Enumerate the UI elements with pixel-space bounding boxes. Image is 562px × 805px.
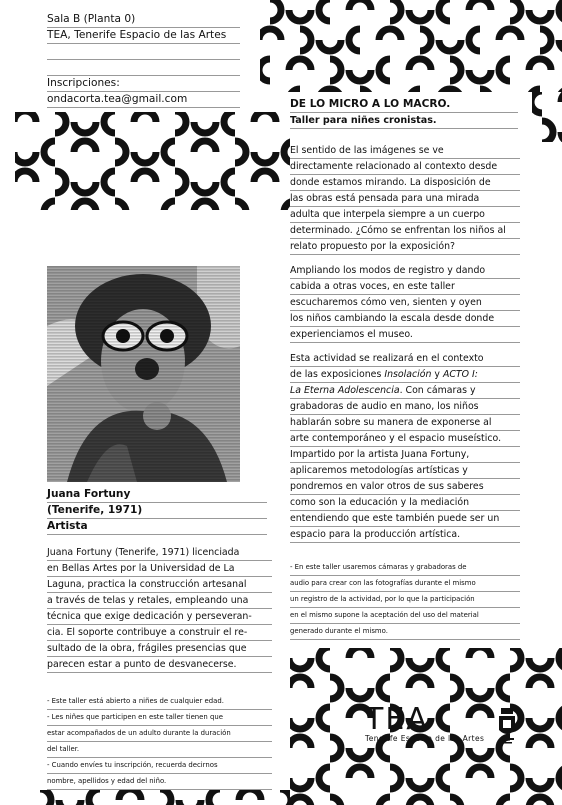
pattern-top-left: [15, 112, 290, 210]
pattern-arc: [104, 171, 115, 193]
logo-subtitle: Tenerife Espacio de las Artes: [365, 734, 485, 743]
pattern-arc: [254, 171, 276, 182]
p2-line: Ampliando los modos de registro y dando: [290, 263, 520, 279]
note-line: en el mismo supone la aceptación del uso del material: [290, 608, 520, 624]
pattern-arc: [330, 677, 341, 699]
pattern-arc: [15, 112, 36, 122]
pattern-arc: [319, 40, 341, 51]
notes-left-line: nombre, apellidos y edad del niño.: [47, 774, 272, 790]
pattern-arc: [289, 59, 311, 70]
pattern-arc: [134, 171, 156, 182]
pattern-arc: [319, 0, 330, 21]
notes-left-line: del taller.: [47, 742, 272, 758]
pattern-arc: [420, 29, 431, 51]
pattern-arc: [330, 59, 341, 81]
workshop-note: [290, 560, 520, 640]
pattern-arc: [349, 0, 371, 10]
artist-origin: (Tenerife, 1971): [47, 503, 267, 519]
pattern-arc: [290, 737, 311, 748]
bio-line: sultado de la obra, frágiles presencias que: [47, 641, 272, 657]
pattern-arc: [280, 790, 290, 805]
p3-line: entendiendo que este también puede ser un: [290, 511, 520, 527]
pattern-arc: [44, 141, 55, 163]
registration-email[interactable]: ondacorta.tea@gmail.com: [47, 92, 240, 108]
p2-line: escucharemos cómo ven, sienten y oyen: [290, 295, 520, 311]
artist-photo: [47, 266, 240, 482]
venue-museum: TEA, Tenerife Espacio de las Artes: [47, 28, 240, 44]
pattern-arc: [529, 677, 551, 688]
pattern-arc: [89, 790, 100, 805]
venue-room: Sala B (Planta 0): [47, 12, 240, 28]
pattern-arc: [480, 89, 491, 92]
artist-bio: [47, 545, 272, 673]
pattern-arc: [239, 790, 261, 800]
pattern-arc: [319, 767, 330, 789]
pattern-arc: [409, 797, 431, 805]
pattern-arc: [330, 737, 341, 759]
artist-role: Artista: [47, 519, 267, 535]
pattern-arc: [469, 70, 491, 81]
pattern-arc: [439, 89, 461, 92]
pattern-arc: [319, 707, 330, 729]
pattern-arc: [209, 790, 220, 805]
pattern-arc: [499, 797, 510, 805]
pattern-arc: [59, 800, 81, 805]
pattern-arc: [510, 0, 521, 21]
pattern-right-edge: [532, 92, 562, 142]
pattern-arc: [379, 29, 401, 40]
pattern-arc: [439, 0, 450, 21]
pattern-arc: [194, 182, 216, 193]
pattern-arc: [529, 718, 551, 729]
workshop-block: [290, 97, 518, 129]
artist-credit: [47, 487, 267, 535]
p3-line-1: Esta actividad se realizará en el contexto: [290, 351, 520, 367]
pattern-arc: [360, 89, 371, 92]
pattern-arc: [450, 59, 461, 81]
notes-left-line: - Cuando envíes tu inscripción, recuerda decirnos: [47, 758, 272, 774]
pattern-arc: [319, 89, 341, 92]
p3-line: hablarán sobre su manera de exponerse al: [290, 415, 520, 431]
pattern-arc: [529, 797, 551, 805]
pattern-arc: [40, 790, 51, 805]
pattern-arc: [175, 171, 186, 193]
p2-line: cabida a otras voces, en este taller: [290, 279, 520, 295]
pattern-arc: [290, 718, 311, 729]
pattern-arc: [290, 778, 311, 789]
pattern-arc: [254, 152, 276, 163]
pattern-arc: [349, 70, 371, 81]
pattern-arc: [160, 790, 171, 805]
pattern-arc: [439, 767, 450, 789]
pattern-arc: [469, 767, 491, 778]
pattern-arc: [469, 748, 491, 759]
pattern-arc: [289, 10, 311, 21]
pattern-arc: [289, 89, 300, 92]
workshop-title: DE LO MICRO A LO MACRO.: [290, 97, 518, 113]
pattern-arc: [235, 201, 246, 210]
p3-line: pondremos en valor otros de sus saberes: [290, 479, 520, 495]
pattern-arc: [349, 767, 371, 778]
p1-line: El sentido de las imágenes se ve: [290, 143, 520, 159]
pattern-arc: [409, 89, 420, 92]
bio-line: técnica que exige dedicación y perseveran-: [47, 609, 272, 625]
pattern-arc: [349, 648, 371, 658]
p1-line: las obras está pensada para una mirada: [290, 191, 520, 207]
pattern-arc: [529, 59, 551, 70]
pattern-arc: [15, 152, 36, 163]
p3-line: grabadoras de audio en mano, los niños: [290, 399, 520, 415]
p3-line-3: La Eterna Adolescencia. Con cámaras y: [290, 383, 520, 399]
venue-block: [47, 12, 240, 108]
registration-label: Inscripciones:: [47, 76, 240, 92]
pattern-arc: [164, 201, 175, 210]
p1-line: relato propuesto por la exposición?: [290, 239, 520, 255]
p3-line: Impartido por la artista Juana Fortuny,: [290, 447, 520, 463]
pattern-arc: [469, 688, 491, 699]
notes-left-line: estar acompañados de un adulto durante la duración: [47, 726, 272, 742]
pattern-arc: [510, 767, 521, 789]
pattern-arc: [260, 29, 281, 40]
pattern-arc: [529, 658, 551, 669]
p2-line: experienciamos el museo.: [290, 327, 520, 343]
pattern-arc: [499, 59, 510, 81]
pattern-arc: [390, 767, 401, 789]
pattern-arc: [499, 29, 521, 40]
pattern-arc: [499, 677, 510, 699]
pattern-arc: [469, 29, 480, 51]
pattern-arc: [74, 201, 96, 210]
pattern-arc: [194, 141, 216, 152]
pattern-arc: [540, 29, 551, 51]
pattern-arc: [270, 0, 281, 21]
pattern-arc: [439, 40, 461, 51]
pattern-arc: [330, 797, 341, 805]
pattern-arc: [254, 112, 276, 122]
p1-line: donde estamos mirando. La disposición de: [290, 175, 520, 191]
pattern-arc: [44, 201, 55, 210]
pattern-arc: [439, 648, 450, 669]
pattern-arc: [379, 59, 390, 81]
pattern-arc: [390, 648, 401, 669]
bio-line: cia. El soporte contribuye a construir el re-: [47, 625, 272, 641]
pattern-arc: [134, 152, 156, 163]
pattern-arc: [510, 648, 521, 669]
pattern-arc: [379, 677, 390, 699]
pattern-arc: [55, 171, 66, 193]
p3-line: como son la educación y la mediación: [290, 495, 520, 511]
pattern-arc: [260, 59, 270, 81]
workshop-p1: [290, 143, 520, 255]
pattern-arc: [409, 677, 431, 688]
pattern-arc: [390, 0, 401, 21]
pattern-arc: [290, 677, 311, 688]
pattern-arc: [300, 29, 311, 51]
pattern-arc: [529, 10, 551, 21]
cabildo-crest-icon: [497, 706, 517, 746]
logo-word: TEA: [365, 702, 429, 737]
pattern-arc: [104, 112, 115, 133]
pattern-arc: [55, 112, 66, 133]
pattern-arc: [450, 797, 461, 805]
notes-left: [47, 694, 272, 790]
bio-line: en Bellas Artes por la Universidad de La: [47, 561, 272, 577]
pattern-arc: [319, 648, 330, 669]
pattern-arc: [349, 688, 371, 699]
pattern-arc: [15, 171, 36, 182]
pattern-bottom-left: [30, 790, 290, 805]
pattern-arc: [469, 0, 491, 10]
pattern-arc: [134, 112, 156, 122]
p3-line: arte contemporáneo y el espacio museístico.: [290, 431, 520, 447]
note-line: un registro de la actividad, por lo que la participación: [290, 592, 520, 608]
pattern-arc: [349, 29, 360, 51]
pattern-arc: [409, 658, 431, 669]
pattern-arc: [224, 112, 235, 133]
pattern-arc: [224, 171, 235, 193]
p3-line: espacio para la producción artística.: [290, 527, 520, 543]
note-line: audio para crear con las fotografías durante el mismo: [290, 576, 520, 592]
note-line: generado durante el mismo.: [290, 624, 520, 640]
bio-line: parecen estar a punto de desvanecerse.: [47, 657, 272, 673]
tea-logo: [365, 702, 485, 744]
pattern-arc: [529, 778, 551, 789]
pattern-arc: [290, 658, 311, 669]
pattern-arc: [469, 648, 491, 658]
pattern-arc: [164, 141, 175, 163]
notes-left-line: - Les niñes que participen en este taller tienen que: [47, 710, 272, 726]
pattern-top-right: [260, 0, 562, 92]
pattern-arc: [409, 10, 431, 21]
note-line: - En este taller usaremos cámaras y grabadoras de: [290, 560, 520, 576]
pattern-arc: [74, 141, 96, 152]
p2-line: los niños cambiando la escala desde donde: [290, 311, 520, 327]
p1-line: adulta que interpela siempre a un cuerpo: [290, 207, 520, 223]
bio-line: a través de telas y retales, empleando una: [47, 593, 272, 609]
notes-left-line: - Este taller está abierto a niñes de cualquier edad.: [47, 694, 272, 710]
pattern-arc: [532, 92, 542, 113]
pattern-arc: [409, 59, 431, 70]
pattern-arc: [115, 201, 126, 210]
workshop-subtitle: Taller para niñes cronistas.: [290, 113, 518, 129]
artist-name: Juana Fortuny: [47, 487, 267, 503]
pattern-arc: [179, 800, 201, 805]
pattern-arc: [175, 112, 186, 133]
pattern-arc: [290, 797, 311, 805]
pattern-arc: [194, 122, 216, 133]
pattern-arc: [74, 182, 96, 193]
p3-line-2: de las exposiciones Insolación y ACTO I:: [290, 367, 520, 383]
pattern-arc: [349, 748, 371, 759]
pattern-arc: [409, 778, 431, 789]
p3-line: aplicaremos metodologías artísticas y: [290, 463, 520, 479]
pattern-arc: [194, 201, 216, 210]
pattern-arc: [450, 677, 461, 699]
pattern-arc: [529, 737, 551, 748]
pattern-arc: [379, 797, 390, 805]
pattern-arc: [115, 141, 126, 163]
p1-line: directamente relacionado al contexto desde: [290, 159, 520, 175]
bio-line: Juana Fortuny (Tenerife, 1971) licenciada: [47, 545, 272, 561]
workshop-p2: [290, 263, 520, 343]
pattern-arc: [235, 141, 246, 163]
bio-line: Laguna, practica la construcción artesanal: [47, 577, 272, 593]
workshop-p3: [290, 351, 520, 543]
pattern-arc: [542, 121, 553, 142]
pattern-arc: [74, 122, 96, 133]
pattern-arc: [119, 790, 141, 800]
p1-line: determinado. ¿Cómo se enfrentan los niños al: [290, 223, 520, 239]
